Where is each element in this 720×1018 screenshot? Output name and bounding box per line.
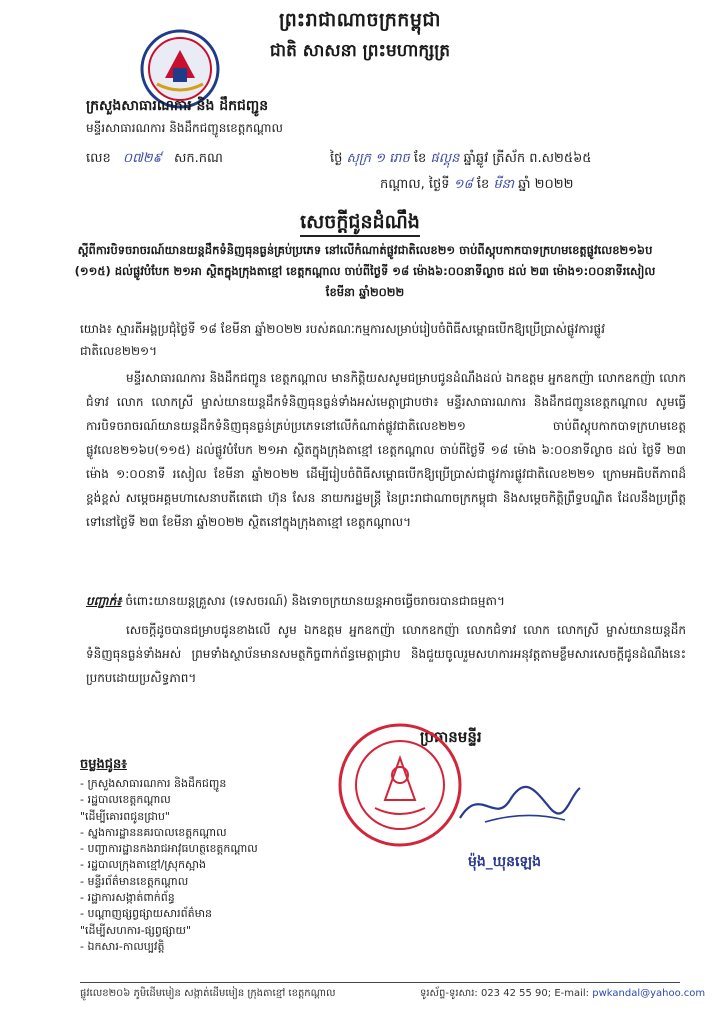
email-label: E-mail:: [554, 988, 590, 999]
document-subject: ស្ដីពីការបិទចរាចរណ៍យានយន្តដឹកទំនិញធុនធ្ងន់គ្រប់ប្រភេទ នៅលើកំណាត់ផ្លូវជាតិលេខ២១ ចាប់ពីស្តុបកាកបាទក្រហមខេត្តផ្លូវលេខ២១៦ប (១១៥) ដល់ផ្លូវបំបែក ២១អា ស្ថិតក្នុងក្រុងតាខ្មៅ ខេត្តកណ្ដាល ចាប់ពីថ្ងៃទី ១៨ ម៉ោង៦:០០នាទីល្ងាច ដល់ ២៣ ម៉ោង១:០០នាទីរសៀល ខែមីនា ឆ្នាំ២០២២: [74, 243, 656, 299]
signatory-name: ម៉ុង_ឃុនឡេង: [468, 854, 541, 870]
list-item: "ដើម្បីសហការ-ផ្សព្វផ្សាយ": [80, 923, 192, 937]
solar-year: ឆ្នាំ ២០២២: [518, 177, 574, 192]
list-item: "ដើម្បីគោរពជូនជ្រាប": [80, 809, 170, 823]
ref-prefix: លេខ: [86, 151, 111, 166]
list-item: - បណ្ដាញផ្សព្វផ្សាយសារព័ត៌មាន: [80, 907, 213, 921]
email-link[interactable]: pwkandal@yahoo.com: [592, 988, 706, 999]
lunar-month: ផល្គុន: [430, 151, 460, 166]
list-item: - រដ្ឋាការសង្កាត់ពាក់ព័ន្ធ: [80, 891, 175, 905]
list-item: - ស្នងការដ្ឋាននគរបាលខេត្តកណ្ដាល: [80, 825, 227, 839]
lunar-month-label: ខែ: [413, 151, 427, 166]
national-motto: ជាតិ សាសនា ព្រះមហាក្សត្រ: [269, 41, 451, 61]
document-title: [0, 210, 720, 238]
ref-suffix: សក.កណ: [173, 151, 223, 166]
handwritten-signature-icon: [455, 780, 585, 830]
footer-contact: [420, 986, 705, 1001]
ministry-name: ក្រសួងសាធារណការ និង ដឹកជញ្ជូន: [86, 98, 269, 114]
lunar-day: សុក្រ ១ រោច: [346, 151, 410, 166]
tel-number: 023 42 55 90;: [480, 988, 552, 999]
main-paragraph: មន្ទីរសាធារណការ និងដឹកជញ្ជូន ខេត្តកណ្ដាល មានកិត្តិយសសូមជម្រាបជូនដំណឹងដល់ ឯកឧត្តម អ្នកឧកញ៉ា លោកឧកញ៉ា លោកជំទាវ លោក លោកស្រី ម្ចាស់យានយន្តដឹកទំនិញធុនធ្ងន់ទាំងអស់មេត្តាជ្រាបថា៖ មន្ទីរសាធារណការ និងដឹកជញ្ជូនខេត្តកណ្ដាល សូមធ្វើការបិទចរាចរណ៍យានយន្តដឹកទំនិញធុនធ្ងន់គ្រប់ប្រភេទនៅលើកំណាត់ផ្លូវជាតិលេខ២២១ ចាប់ពីស្តុបកាកបាទក្រហមខេត្តផ្លូវលេខ២១៦ប(១១៥) ដល់ផ្លូវបំបែក ២១អា ស្ថិតក្នុងក្រុងតាខ្មៅ ខេត្តកណ្ដាល ចាប់ពីថ្ងៃទី ១៨ ម៉ោង ៦:០០នាទីល្ងាច ដល់ ថ្ងៃទី ២៣ ម៉ោង ១:០០នាទី រសៀល ខែមីនា ឆ្នាំ២០២២ ដើម្បីរៀបចំពិធីសម្ពោធបើកឱ្យប្រើប្រាស់ជាផ្លូវការផ្លូវជាតិលេខ២២១ ក្រោមអធិបតីភាពដ៏ខ្ពង់ខ្ពស់ សម្ដេចអគ្គមហាសេនាបតីតេជោ ហ៊ុន សែន នាយករដ្ឋមន្ត្រី នៃព្រះរាជាណាចក្រកម្ពុជា និងសម្ដេចកិត្តិព្រឹទ្ធបណ្ឌិត ដែលនឹងប្រព្រឹត្តទៅនៅថ្ងៃទី ២៣ ខែមីនា ឆ្នាំ២០២២ ស្ថិតនៅក្នុងក្រុងតាខ្មៅ ខេត្តកណ្ដាល។: [86, 371, 686, 529]
note-label: បញ្ជាក់៖: [86, 594, 122, 608]
list-item: - ឯកសារ-កាលប្បវត្តិ: [80, 939, 165, 953]
solar-date: [380, 176, 573, 195]
list-item: - បញ្ជាការដ្ឋានកងរាជអាវុធហត្ថខេត្តកណ្ដាល: [80, 842, 258, 856]
document-reference: យោង៖ ស្មារតីអង្គប្រជុំថ្ងៃទី ១៨ ខែមីនា ឆ្នាំ២០២២ របស់គណៈកម្មការសម្រាប់រៀបចំពិធីសម្ពោធបើកឱ្យប្រើប្រាស់ផ្លូវការផ្លូវជាតិលេខ២២១។: [80, 322, 605, 358]
list-item: - រដ្ឋបាលខេត្តកណ្ដាល: [80, 793, 171, 807]
tel-label: ទូរស័ព្ទ-ទូរសារ:: [420, 988, 478, 999]
note: [86, 590, 686, 612]
list-item: - រដ្ឋបាលក្រុងតាខ្មៅ/ស្រុកស្អាង: [80, 858, 206, 872]
signatory-title: ប្រធានមន្ទីរ: [420, 728, 482, 746]
lunar-year: ឆ្នាំឆ្លូវ ត្រីស័ក ព.ស២៥៦៥: [463, 151, 592, 166]
solar-place: កណ្ដាល, ថ្ងៃទី: [380, 177, 450, 192]
footer-divider: [80, 982, 680, 983]
lunar-prefix: ថ្ងៃ: [330, 151, 343, 166]
department-name: មន្ទីរសាធារណការ និងដឹកជញ្ជូនខេត្តកណ្ដាល: [86, 121, 283, 135]
list-item: - មន្ទីរព័ត៌មានខេត្តកណ្ដាល: [80, 874, 189, 888]
list-item: - ក្រសួងសាធារណការ និងដឹកជញ្ជូន: [80, 777, 227, 790]
document-title-text: សេចក្ដីជូនដំណឹង: [300, 211, 420, 237]
kingdom-heading: ព្រះរាជាណាចក្រកម្ពុជា: [279, 9, 441, 31]
closing-paragraph: សេចក្ដីដូចបានជម្រាបជូនខាងលើ សូម ឯកឧត្តម អ្នកឧកញ៉ា លោកឧកញ៉ា លោកជំទាវ លោក លោកស្រី ម្ចាស់យានយន្តដឹកទំនិញធុនធ្ងន់ទាំងអស់ ព្រមទាំងស្ថាប័នមានសមត្ថកិច្ចពាក់ព័ន្ធមេត្តាជ្រាប និងជួយចូលរួមសហការអនុវត្តតាមខ្លឹមសារសេចក្ដីជូនដំណឹងនេះប្រកបដោយប្រសិទ្ធភាព។: [86, 623, 686, 685]
note-text: ចំពោះយានយន្តគ្រួសារ (ទេសចរណ៍) និងទោចក្រយានយន្តអាចធ្វើចរាចរបានជាធម្មតា។: [125, 594, 505, 608]
cc-title: ចម្លងជូន៖: [80, 757, 127, 772]
solar-day: ១៨: [453, 177, 473, 192]
solar-month-label: ខែ: [476, 177, 490, 192]
cc-list: [80, 776, 380, 955]
ref-number: ០៧២៩: [122, 151, 162, 166]
solar-month: មីនា: [493, 177, 515, 192]
lunar-date: [330, 150, 690, 169]
reference-number: [86, 150, 223, 169]
footer-address: ផ្លូវលេខ២០៦ ភូមិដើមមៀន សង្កាត់ដើមមៀន ក្រុងតាខ្មៅ ខេត្តកណ្ដាល: [80, 988, 336, 999]
